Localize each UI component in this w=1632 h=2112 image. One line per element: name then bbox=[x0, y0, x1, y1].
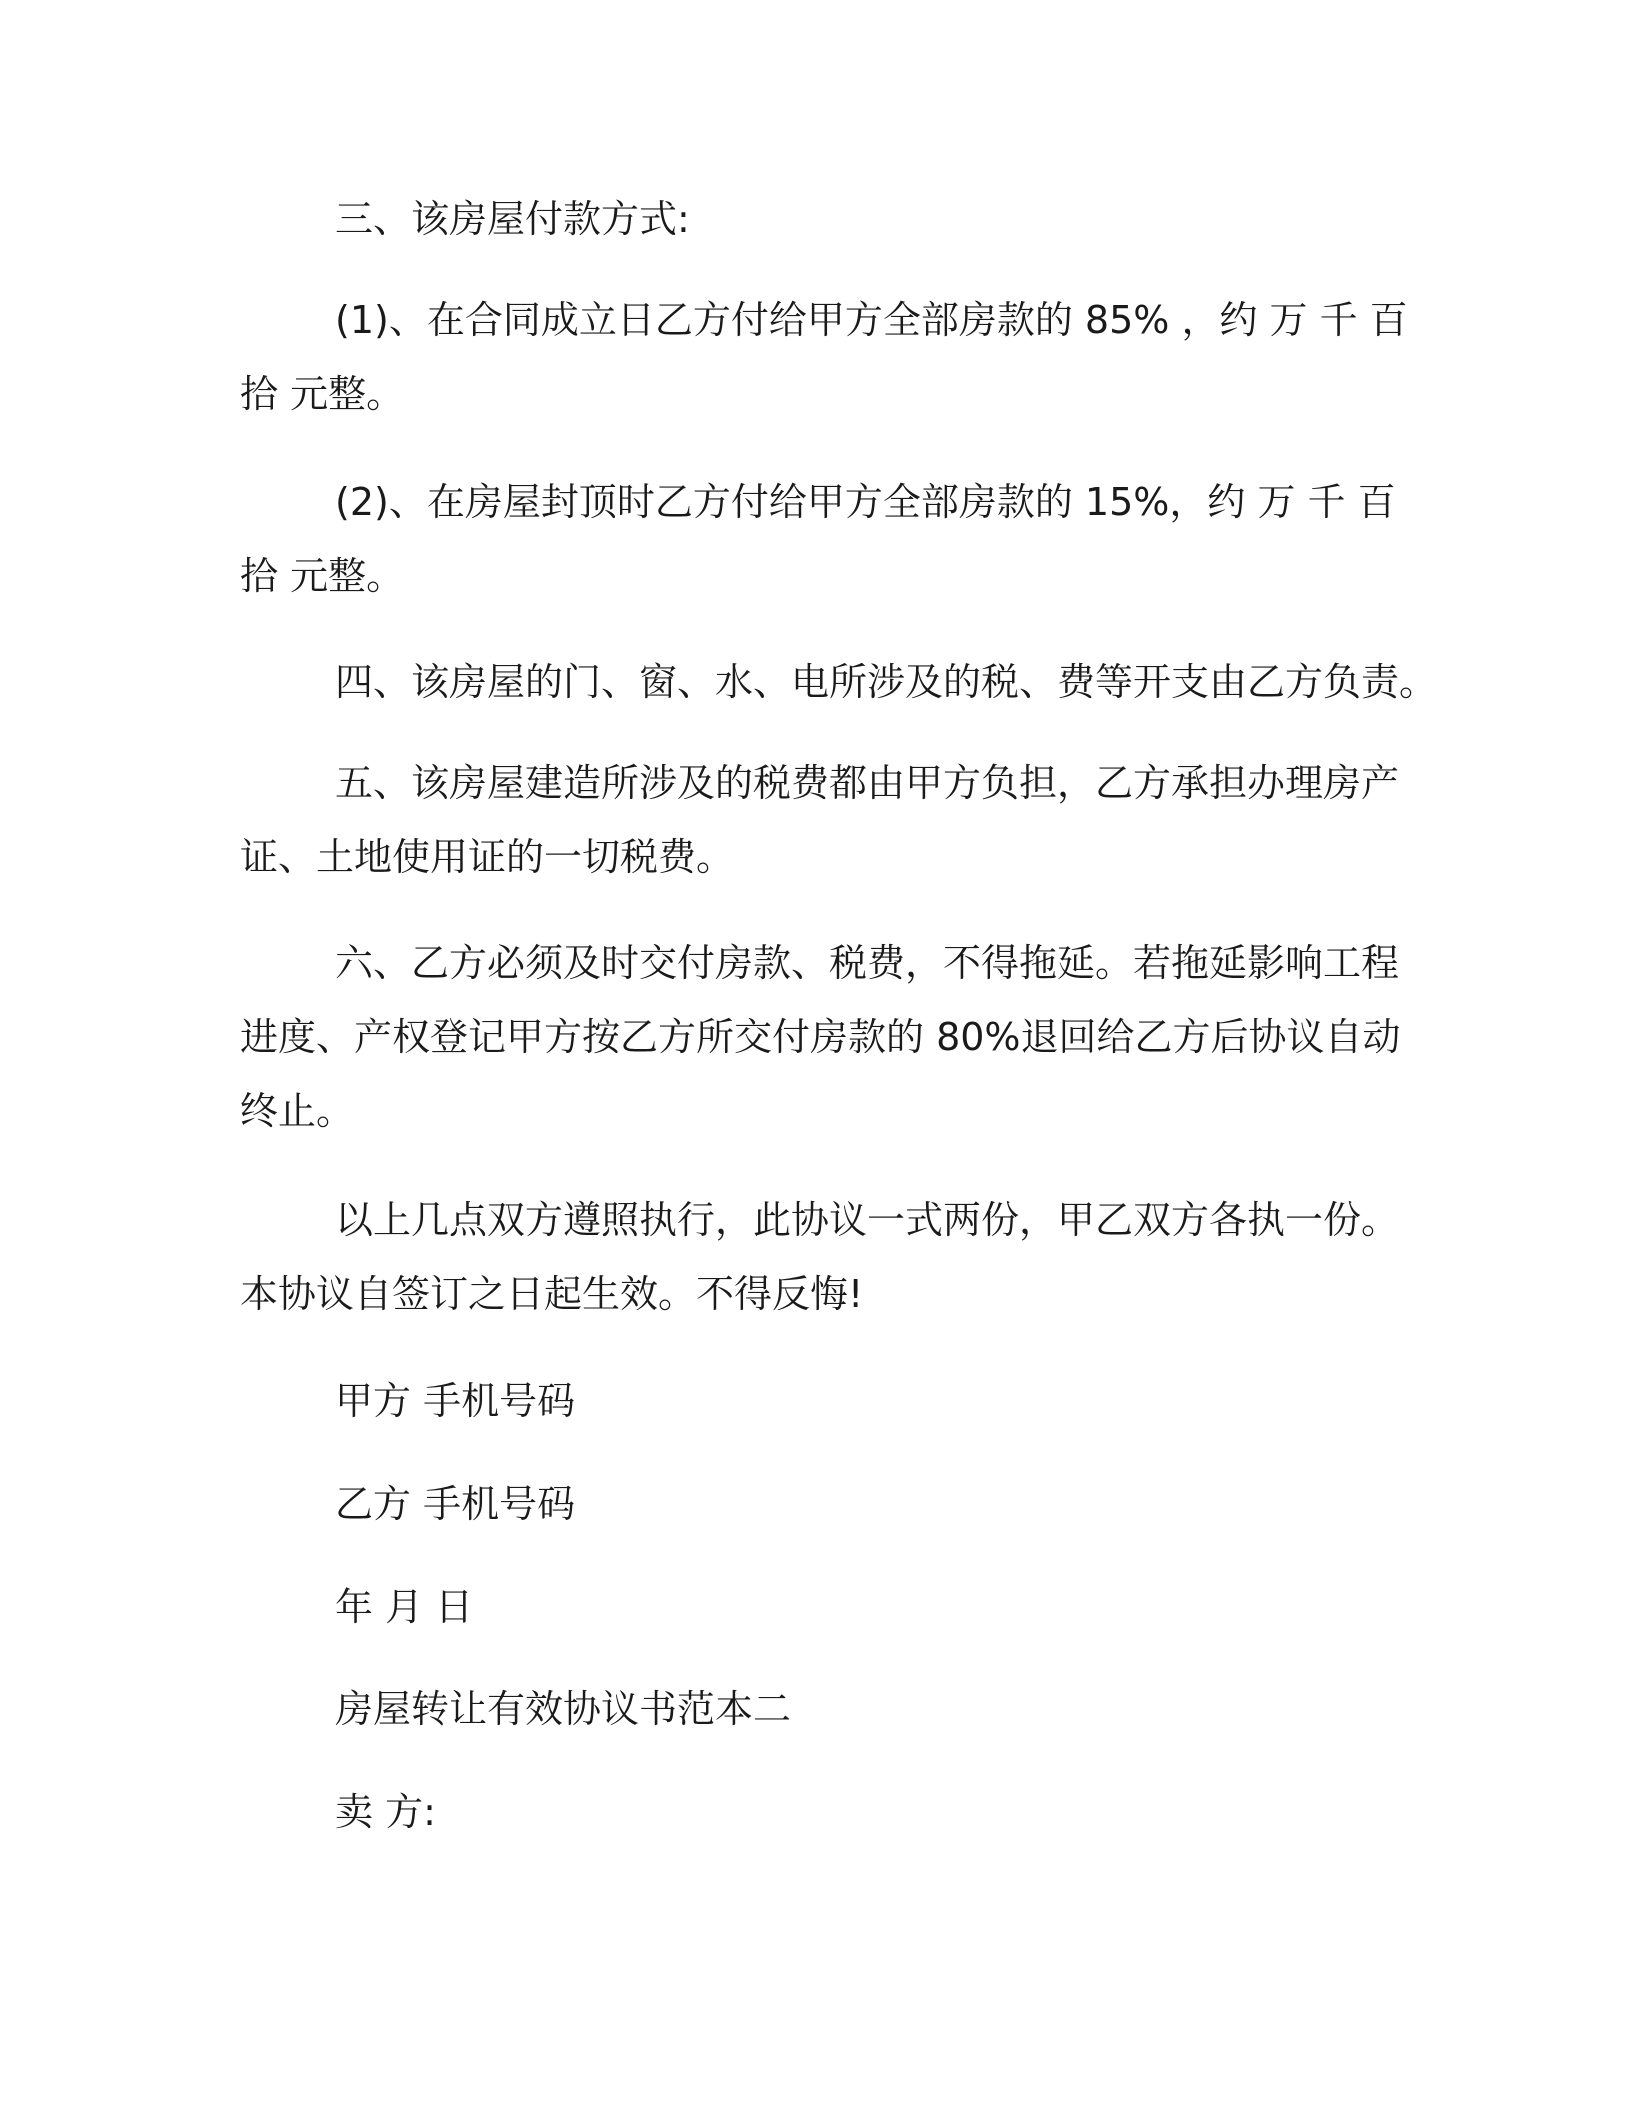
text-line: 终止。 bbox=[240, 1089, 355, 1133]
text-line: 拾 元整。 bbox=[240, 554, 405, 598]
text-line: 证、土地使用证的一切税费。 bbox=[240, 835, 735, 879]
party-a-signature-line bbox=[240, 1364, 1410, 1438]
date-line bbox=[240, 1570, 1410, 1644]
text-line: 年 月 日 bbox=[335, 1585, 474, 1629]
party-b-signature-line bbox=[240, 1467, 1410, 1541]
text-line: (1)、在合同成立日乙方付给甲方全部房款的 85% ，约 万 千 百 bbox=[335, 298, 1408, 342]
section-5-paragraph bbox=[240, 746, 1410, 894]
text-line: 房屋转让有效协议书范本二 bbox=[335, 1687, 792, 1731]
text-line: 卖 方: bbox=[335, 1790, 436, 1834]
section-3-heading bbox=[240, 182, 1410, 256]
payment-clause-2 bbox=[240, 465, 1410, 613]
text-line: 本协议自签订之日起生效。不得反悔! bbox=[240, 1272, 864, 1316]
text-line: 乙方 手机号码 bbox=[335, 1482, 576, 1526]
text-line: 三、该房屋付款方式: bbox=[335, 197, 690, 241]
text-line: 甲方 手机号码 bbox=[335, 1379, 576, 1423]
text-line: 五、该房屋建造所涉及的税费都由甲方负担，乙方承担办理房产 bbox=[335, 761, 1400, 805]
section-6-paragraph bbox=[240, 926, 1410, 1148]
template-2-title bbox=[240, 1672, 1410, 1746]
text-line: 拾 元整。 bbox=[240, 372, 405, 416]
text-line: 以上几点双方遵照执行，此协议一式两份，甲乙双方各执一份。 bbox=[335, 1198, 1400, 1242]
seller-label bbox=[240, 1775, 1410, 1849]
text-line: (2)、在房屋封顶时乙方付给甲方全部房款的 15%，约 万 千 百 bbox=[335, 480, 1396, 524]
closing-paragraph bbox=[240, 1183, 1410, 1331]
text-line: 进度、产权登记甲方按乙方所交付房款的 80%退回给乙方后协议自动 bbox=[240, 1015, 1401, 1059]
section-4-paragraph bbox=[240, 645, 1438, 719]
text-line: 四、该房屋的门、窗、水、电所涉及的税、费等开支由乙方负责。 bbox=[335, 660, 1438, 704]
payment-clause-1 bbox=[240, 283, 1410, 431]
text-line: 六、乙方必须及时交付房款、税费，不得拖延。若拖延影响工程 bbox=[335, 941, 1400, 985]
